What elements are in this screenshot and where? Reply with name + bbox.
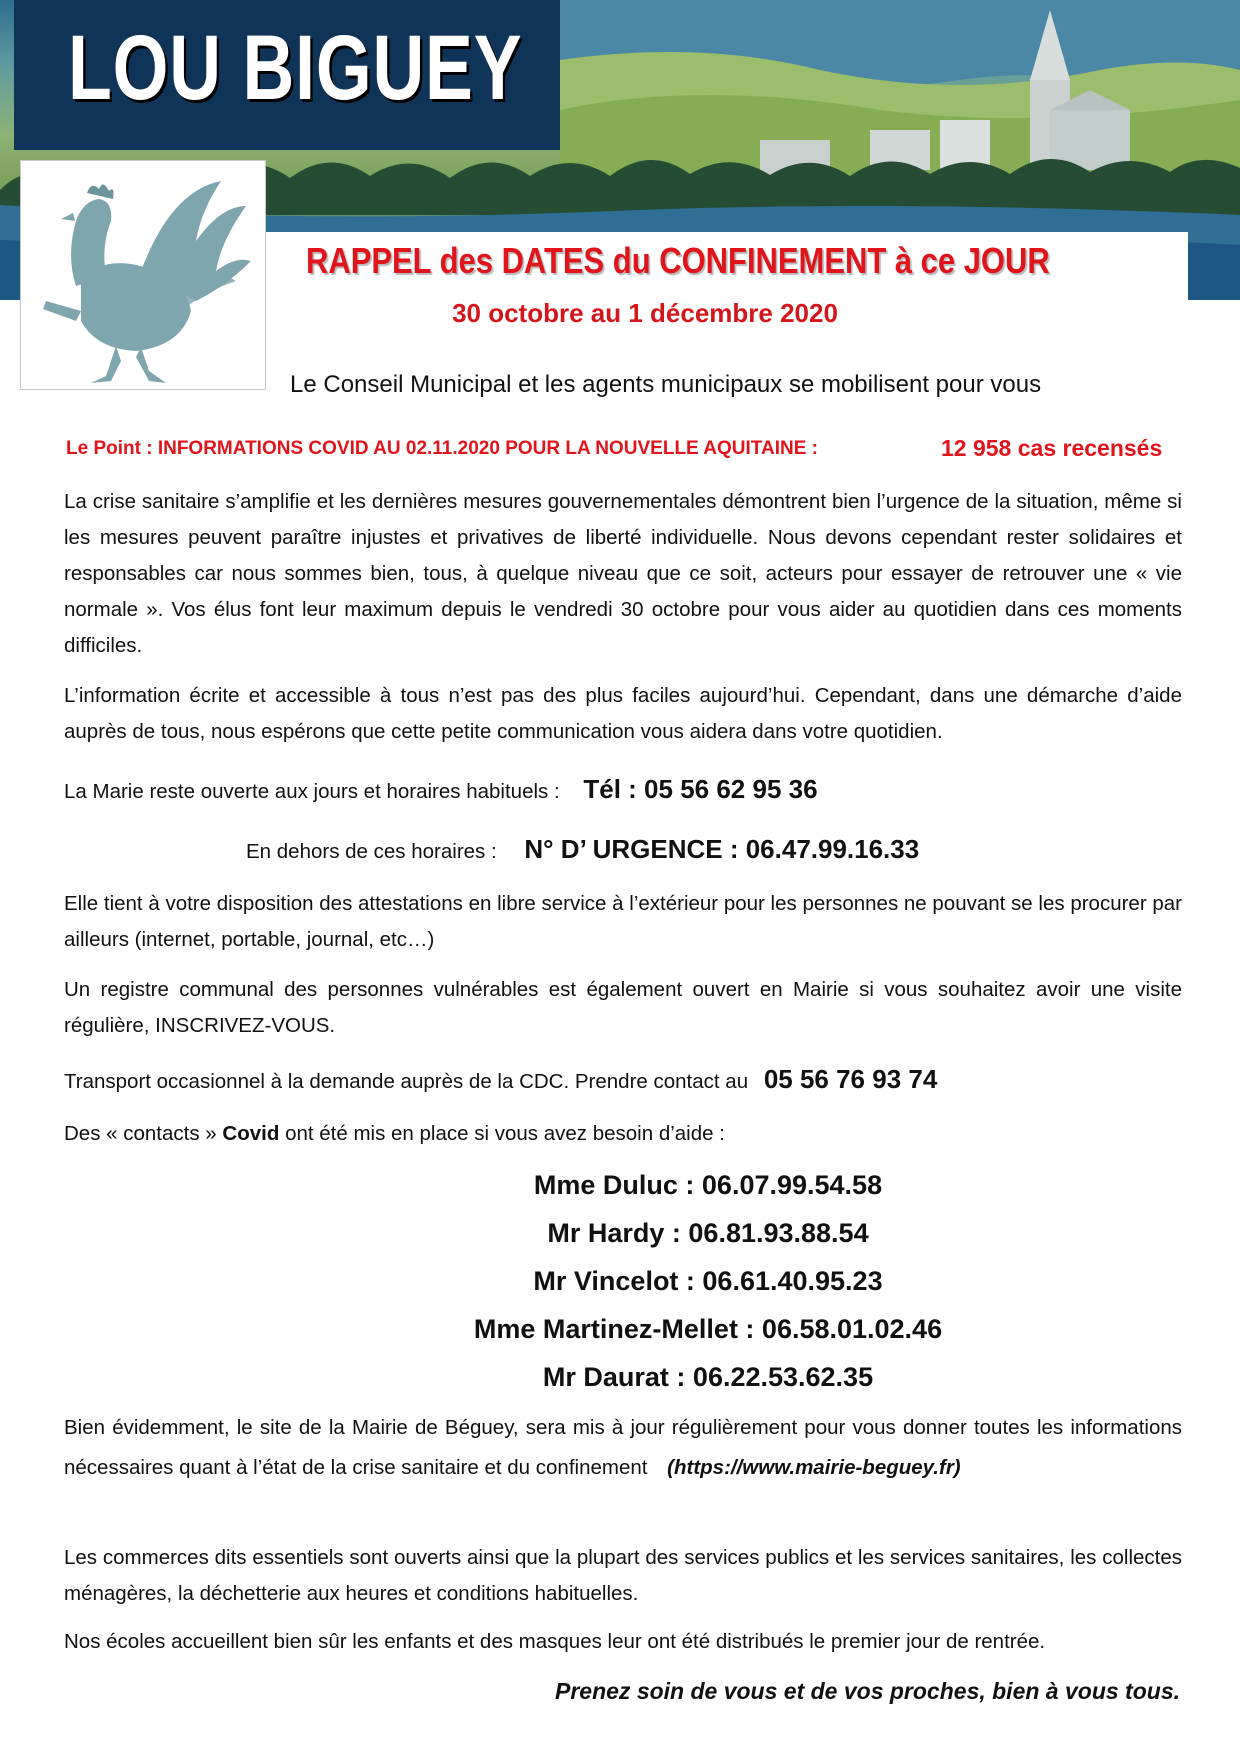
- paragraph-ecoles: Nos écoles accueillent bien sûr les enfants et des masques leur ont été distribués le premier jour de rentrée.: [64, 1630, 1046, 1653]
- subtitle: Le Conseil Municipal et les agents municipaux se mobilisent pour vous: [290, 371, 1042, 398]
- contact-item: Mme Martinez-Mellet : 06.58.01.02.46: [473, 1314, 943, 1344]
- covid-case-count: 12 958 cas recensés: [941, 435, 1163, 461]
- mairie-hours-text: La Marie reste ouverte aux jours et horaires habituels :: [64, 780, 560, 803]
- mairie-hours-line: [64, 774, 818, 805]
- paragraph-registre: Un registre communal des personnes vulnérables est également ouvert en Mairie si vous souhaitez avoir une visite régulière, INSCRIVEZ-VOUS.: [64, 978, 1182, 1037]
- rooster-logo: [20, 160, 266, 390]
- logo-box: [14, 0, 560, 150]
- contacts-intro-bold: Covid: [222, 1122, 280, 1145]
- paragraph-crise: La crise sanitaire s’amplifie et les dernières mesures gouvernementales démontrent bien l’urgence de la situation, même si les mesures peuvent paraître injustes et privatives de liberté individuelle. Nous devons cependant rester solidaires et responsables car nous sommes bien, tous, à quelque niveau que ce soit, acteurs pour essayer de retrouver une « vie normale ». Vos élus font leur maximum depuis le vendredi 30 octobre pour vous aider au quotidien dans ces moments difficiles.: [64, 490, 1182, 657]
- contacts-intro-pre: Des « contacts »: [64, 1122, 217, 1145]
- covid-info-line: [66, 435, 1176, 461]
- contacts-intro: [64, 1122, 725, 1146]
- site-text: Bien évidemment, le site de la Mairie de Béguey, sera mis à jour régulièrement pour vous donner toutes les informations nécessaires quant à l’état de la crise sanitaire et du confinement: [64, 1416, 1182, 1479]
- contact-item: Mr Vincelot : 06.61.40.95.23: [533, 1266, 883, 1296]
- paragraph-commerces: Les commerces dits essentiels sont ouverts ainsi que la plupart des services publics et les services sanitaires, les collectes ménagères, la déchetterie aux heures et conditions habituelles.: [64, 1546, 1182, 1605]
- rooster-logo-icon: [21, 161, 265, 389]
- paragraph-site: [64, 1408, 1182, 1488]
- headline: RAPPEL des DATES du CONFINEMENT à ce JOUR: [306, 240, 1050, 281]
- transport-text: Transport occasionnel à la demande auprès de la CDC. Prendre contact au: [64, 1070, 749, 1093]
- outside-hours-text: En dehors de ces horaires :: [246, 840, 497, 863]
- closing-message: Prenez soin de vous et de vos proches, bien à vous tous.: [555, 1678, 1180, 1704]
- contact-item: Mr Daurat : 06.22.53.62.35: [542, 1362, 874, 1392]
- mairie-tel: Tél : 05 56 62 95 36: [583, 774, 818, 804]
- covid-info-label: Le Point : INFORMATIONS COVID AU 02.11.2020 POUR LA NOUVELLE AQUITAINE :: [66, 438, 818, 459]
- transport-phone: 05 56 76 93 74: [763, 1064, 938, 1094]
- site-url-link[interactable]: (https://www.mairie-beguey.fr): [667, 1456, 961, 1479]
- contact-item: Mme Duluc : 06.07.99.54.58: [533, 1170, 883, 1200]
- transport-line: [64, 1064, 937, 1095]
- urgence-line: [246, 834, 919, 865]
- contact-item: Mr Hardy : 06.81.93.88.54: [547, 1218, 869, 1248]
- paragraph-attestations: Elle tient à votre disposition des attestations en libre service à l’extérieur pour les personnes ne pouvant se les procurer par ailleurs (internet, portable, journal, etc…): [64, 892, 1182, 951]
- paragraph-information: L’information écrite et accessible à tous n’est pas des plus faciles aujourd’hui. Cependant, dans une démarche d’aide auprès de tous, nous espérons que cette petite communication vous aidera dans votre quotidien.: [64, 684, 1182, 743]
- contacts-intro-post: ont été mis en place si vous avez besoin d’aide :: [285, 1122, 725, 1145]
- logo-text: LOU BIGUEY: [68, 17, 523, 119]
- confinement-dates: 30 octobre au 1 décembre 2020: [452, 298, 838, 328]
- urgence-number: N° D’ URGENCE : 06.47.99.16.33: [524, 834, 920, 864]
